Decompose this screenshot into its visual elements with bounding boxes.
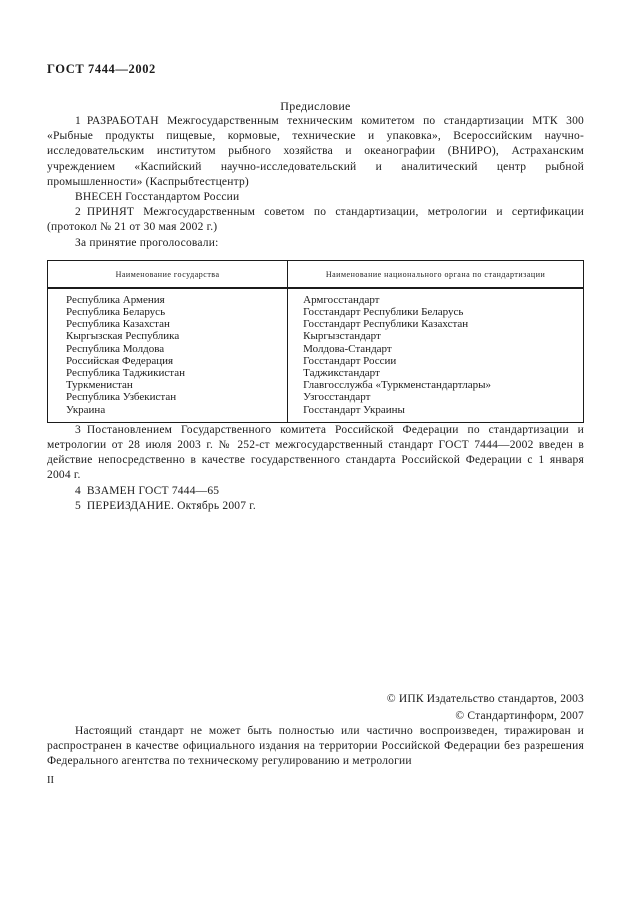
standards-body-cell: Госстандарт Республики Казахстан bbox=[288, 318, 584, 330]
standards-body-cell: Госстандарт Украины bbox=[288, 404, 584, 423]
vote-table-row bbox=[48, 404, 584, 423]
vote-table-row bbox=[48, 343, 584, 355]
vote-table-row bbox=[48, 355, 584, 367]
page-content bbox=[47, 0, 584, 786]
vote-table-header-country: Наименование государства bbox=[48, 260, 288, 288]
copyright-line-1: © ИПК Издательство стандартов, 2003 bbox=[386, 693, 584, 706]
vote-intro: За принятие проголосовали: bbox=[75, 236, 219, 249]
foreword-submitted: ВНЕСЕН Госстандартом России bbox=[75, 191, 240, 204]
foreword-item-2: 2 ПРИНЯТ Межгосударственным советом по стандартизации, метрологии и сертификации (протокол № 21 от 30 мая 2002 г.) bbox=[47, 206, 584, 234]
vote-table-row bbox=[48, 288, 584, 306]
country-cell: Российская Федерация bbox=[66, 354, 174, 367]
country-cell: Республика Казахстан bbox=[66, 318, 170, 331]
country-cell: Республика Армения bbox=[66, 293, 165, 306]
foreword-item-1: 1 РАЗРАБОТАН Межгосударственным техническим комитетом по стандартизации МТК 300 «Рыбные продукты пищевые, кормовые, технические и упаковка», Всероссийским научно-исследовательским институтом рыбного хозяйства и океанографии (ВНИРО), Астраханским учреждением «Каспийский научно-исследовательский и аналитический центр рыбной промышленности» (Каспрыбтестцентр) bbox=[47, 115, 584, 188]
foreword-item-4: 4 ВЗАМЕН ГОСТ 7444—65 bbox=[75, 484, 220, 497]
page-number: II bbox=[47, 774, 54, 786]
copyright-line-2: © Стандартинформ, 2007 bbox=[455, 709, 584, 722]
standards-body-cell: Главгосслужба «Туркменстандартлары» bbox=[288, 379, 584, 391]
vote-table-row bbox=[48, 306, 584, 318]
standards-body-cell: Таджикстандарт bbox=[288, 367, 584, 379]
vote-table-row bbox=[48, 318, 584, 330]
vote-table bbox=[47, 260, 584, 423]
vote-table-head bbox=[48, 260, 584, 288]
standards-body-cell: Молдова-Стандарт bbox=[288, 343, 584, 355]
country-cell: Республика Узбекистан bbox=[66, 391, 177, 404]
vote-table-row bbox=[48, 367, 584, 379]
vote-table-header-row bbox=[48, 260, 584, 288]
country-cell: Туркменистан bbox=[66, 379, 133, 392]
vote-table-body bbox=[48, 288, 584, 423]
standards-body-cell: Госстандарт Республики Беларусь bbox=[288, 306, 584, 318]
standards-body-cell: Кыргызстандарт bbox=[288, 330, 584, 342]
country-cell: Республика Беларусь bbox=[66, 306, 166, 319]
vote-table-row bbox=[48, 391, 584, 403]
country-cell: Украина bbox=[66, 403, 106, 416]
reproduction-restriction: Настоящий стандарт не может быть полностью или частично воспроизведен, тиражирован и распространен в качестве официального издания на территории Российской Федерации без разрешения Федерального агентства по техническому регулированию и метрологии bbox=[47, 725, 584, 768]
copyright-block bbox=[47, 691, 584, 724]
section-title: Предисловие bbox=[280, 99, 351, 113]
vote-table-header-body: Наименование национального органа по стандартизации bbox=[288, 260, 584, 288]
vote-table-row bbox=[48, 379, 584, 391]
foreword-item-3: 3 Постановлением Государственного комитета Российской Федерации по стандартизации и метрологии от 28 июля 2003 г. № 252-ст межгосударственный стандарт ГОСТ 7444—2002 введен в действие непосредственно в качестве государственного стандарта Российской Федерации с 1 января 2004 г. bbox=[47, 423, 584, 482]
foreword-item-5: 5 ПЕРЕИЗДАНИЕ. Октябрь 2007 г. bbox=[75, 499, 256, 512]
vote-table-row bbox=[48, 330, 584, 342]
document-code: ГОСТ 7444—2002 bbox=[47, 62, 156, 76]
standards-body-cell: Госстандарт России bbox=[288, 355, 584, 367]
standards-body-cell: Армгосстандарт bbox=[288, 288, 584, 306]
country-cell: Кыргызская Республика bbox=[66, 330, 180, 343]
country-cell: Республика Таджикистан bbox=[66, 367, 185, 380]
standards-body-cell: Узгосстандарт bbox=[288, 391, 584, 403]
country-cell: Республика Молдова bbox=[66, 342, 165, 355]
